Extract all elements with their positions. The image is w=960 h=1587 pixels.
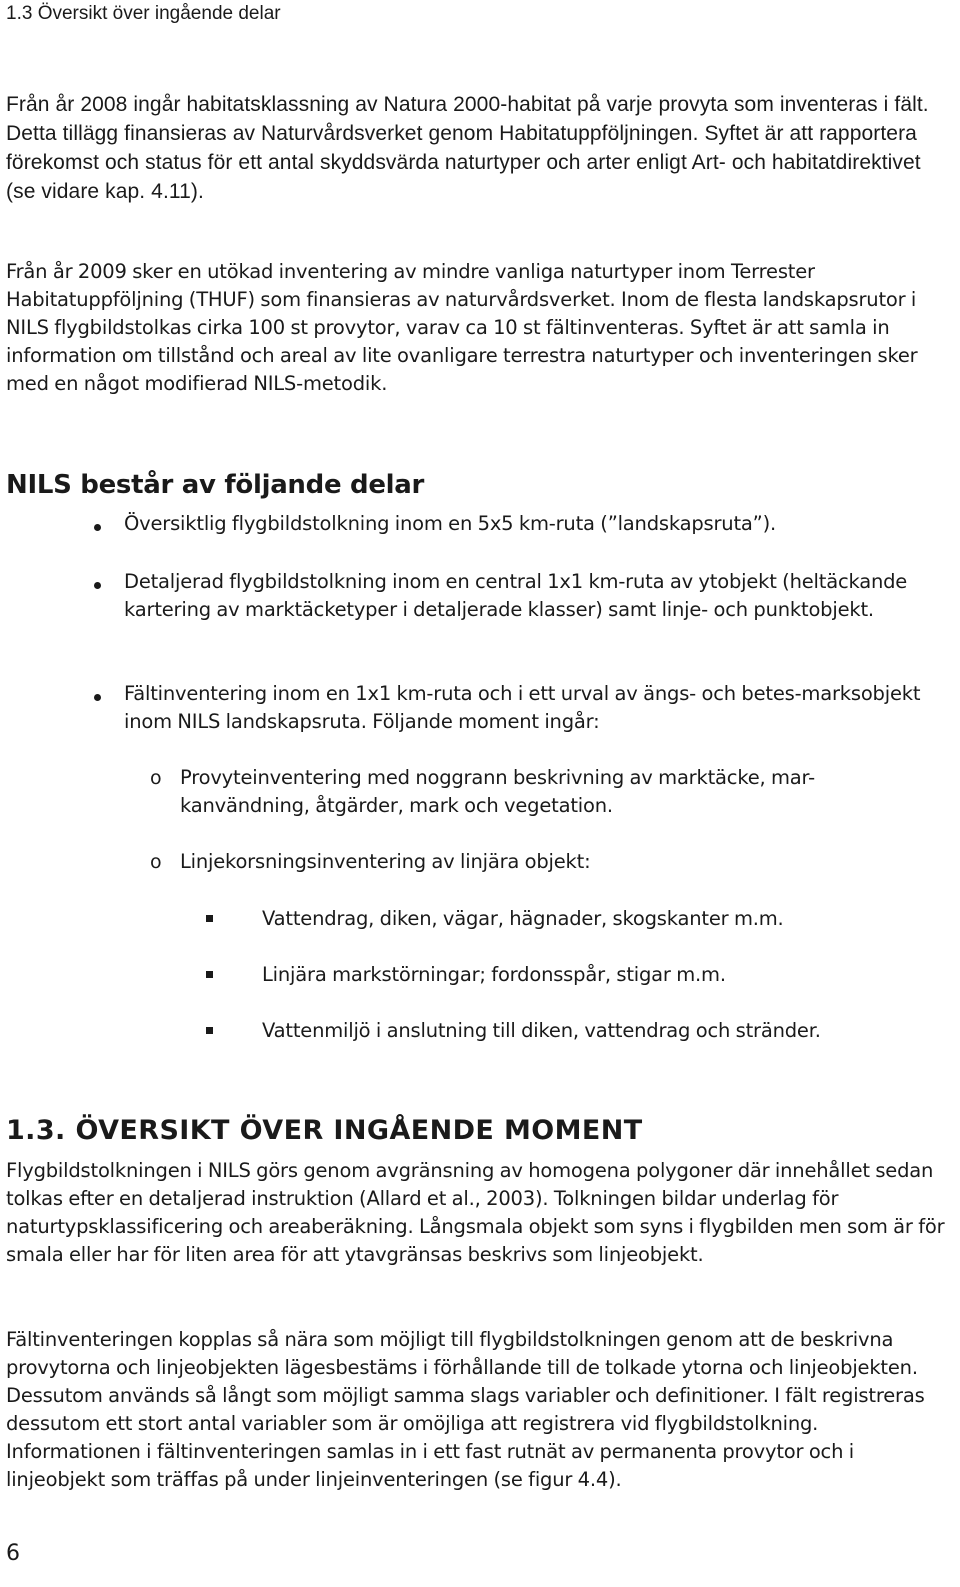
- paragraph-2008: Från år 2008 ingår habitatsklassning av Natura 2000-habitat på varje provyta som inventeras i fält. Detta tillägg finansieras av Naturvårdsverket genom Habitatuppföljningen. Syftet är att rapportera förekomst och status för ett antal skyddsvärda naturtyper och arter enligt Art- och habitatdirektivet (se vidare kap. 4.11).: [6, 93, 929, 203]
- section-heading: 1.3. ÖVERSIKT ÖVER INGÅENDE MOMENT: [6, 1115, 643, 1146]
- bullet-dot-icon: [94, 694, 101, 701]
- list-item-text: Provyteinventering med noggrann beskrivning av marktäcke, mar-kanvändning, åtgärder, mark och vegetation.: [180, 766, 815, 817]
- list-item-text: Linjekorsningsinventering av linjära objekt:: [180, 850, 591, 873]
- circle-bullet-icon: o: [150, 851, 162, 873]
- circle-bullet-icon: o: [150, 767, 162, 789]
- list-item-text: Vattenmiljö i anslutning till diken, vattendrag och stränder.: [262, 1019, 821, 1042]
- list-item-text: Översiktlig flygbildstolkning inom en 5x5 km-ruta (”landskapsruta”).: [124, 512, 776, 535]
- list-item-text: Linjära markstörningar; fordonsspår, stigar m.m.: [262, 963, 726, 986]
- nils-parts-heading: NILS består av följande delar: [6, 470, 425, 500]
- paragraph-flygbildstolkning: Flygbildstolkningen i NILS görs genom avgränsning av homogena polygoner där innehållet sedan tolkas efter en detaljerad instruktion (Allard et al., 2003). Tolkningen bildar underlag för naturtypsklassificering och areaberäkning. Långsmala objekt som syns i flygbilden men som är för smala eller har för liten area för att ytavgränsas beskrivs som linjeobjekt.: [6, 1159, 945, 1266]
- page-number: 6: [6, 1541, 20, 1566]
- square-bullet-icon: [206, 971, 213, 978]
- list-item-text: Vattendrag, diken, vägar, hägnader, skogskanter m.m.: [262, 907, 784, 930]
- running-header: 1.3 Översikt över ingående delar: [6, 3, 281, 24]
- paragraph-faltinventering: Fältinventeringen kopplas så nära som möjligt till flygbildstolkningen genom att de beskrivna provytorna och linjeobjekten lägesbestäms i förhållande till de tolkade ytorna och linjeobjekten. Dessutom används så långt som möjligt samma slags variabler och definitioner. I fält registreras dessutom ett stort antal variabler som är omöjliga att registrera vid flygbildstolkning. Informationen i fältinventeringen samlas in i ett fast rutnät av permanenta provytor och i linjeobjekt som träffas på under linjeinventeringen (se figur 4.4).: [6, 1328, 925, 1491]
- square-bullet-icon: [206, 1027, 213, 1034]
- bullet-dot-icon: [94, 582, 101, 589]
- square-bullet-icon: [206, 915, 213, 922]
- list-item-text: Detaljerad flygbildstolkning inom en central 1x1 km-ruta av ytobjekt (heltäckande kartering av marktäcketyper i detaljerade klasser) samt linje- och punktobjekt.: [124, 570, 908, 621]
- paragraph-2009: Från år 2009 sker en utökad inventering av mindre vanliga naturtyper inom Terrester Habitatuppföljning (THUF) som finansieras av naturvårdsverket. Inom de flesta landskapsrutor i NILS flygbildstolkas cirka 100 st provytor, varav ca 10 st fältinventeras. Syftet är att samla in information om tillstånd och areal av lite ovanligare terrestra naturtyper och inventeringen sker med en något modifierad NILS-metodik.: [6, 260, 918, 395]
- bullet-dot-icon: [94, 524, 101, 531]
- list-item-text: Fältinventering inom en 1x1 km-ruta och i ett urval av ängs- och betes-marksobjekt inom NILS landskapsruta. Följande moment ingår:: [124, 682, 921, 733]
